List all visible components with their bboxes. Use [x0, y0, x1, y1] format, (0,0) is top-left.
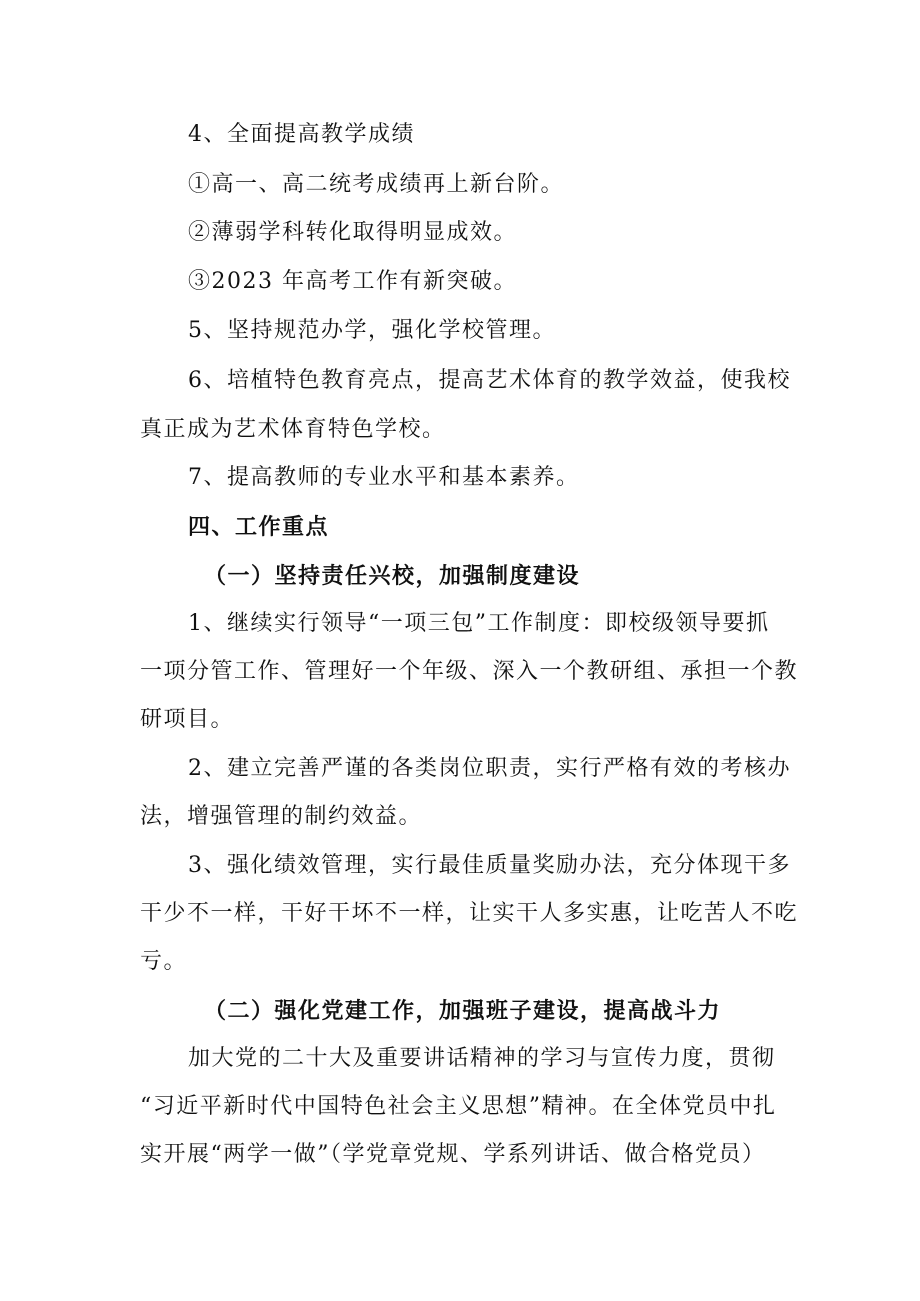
item-1-line-3: 研项目。 — [140, 707, 235, 732]
goal-4-item-2: ②薄弱学科转化取得明显成效。 — [188, 220, 518, 245]
paragraph-party-line-2: “习近平新时代中国特色社会主义思想”精神。在全体党员中扎 — [140, 1094, 777, 1119]
item-3-line-1: 3、强化绩效管理，实行最佳质量奖励办法，充分体现干多 — [188, 853, 791, 878]
goal-5: 5、坚持规范办学，强化学校管理。 — [188, 318, 556, 343]
goal-4-heading: 4、全面提高教学成绩 — [188, 122, 415, 147]
paragraph-party-line-3: 实开展“两学一做”（学党章党规、学系列讲话、做合格党员） — [140, 1142, 766, 1167]
item-1-line-1: 1、继续实行领导“一项三包”工作制度：即校级领导要抓 — [188, 611, 770, 636]
goal-4-item-1: ①高一、高二统考成绩再上新台阶。 — [188, 172, 565, 197]
section-heading-work-focus: 四、工作重点 — [188, 514, 330, 540]
item-3-line-3: 亏。 — [140, 949, 188, 974]
goal-6-line-1: 6、培植特色教育亮点，提高艺术体育的教学效益，使我校 — [188, 368, 791, 393]
item-2-line-1: 2、建立完善严谨的各类岗位职责，实行严格有效的考核办 — [188, 756, 791, 781]
subsection-heading-2: （二）强化党建工作，加强班子建设，提高战斗力 — [204, 998, 722, 1024]
goal-4-item-3: ③2023 年高考工作有新突破。 — [188, 269, 517, 294]
subsection-heading-1: （一）坚持责任兴校，加强制度建设 — [204, 563, 581, 589]
goal-6-line-2: 真正成为艺术体育特色学校。 — [140, 417, 446, 442]
item-3-line-2: 干少不一样，干好干坏不一样，让实干人多实惠，让吃苦人不吃 — [140, 901, 799, 926]
goal-7: 7、提高教师的专业水平和基本素养。 — [188, 465, 580, 490]
item-1-line-2: 一项分管工作、管理好一个年级、深入一个教研组、承担一个教 — [140, 659, 799, 684]
paragraph-party-line-1: 加大党的二十大及重要讲话精神的学习与宣传力度，贯彻 — [188, 1046, 776, 1071]
item-2-line-2: 法，增强管理的制约效益。 — [140, 804, 423, 829]
